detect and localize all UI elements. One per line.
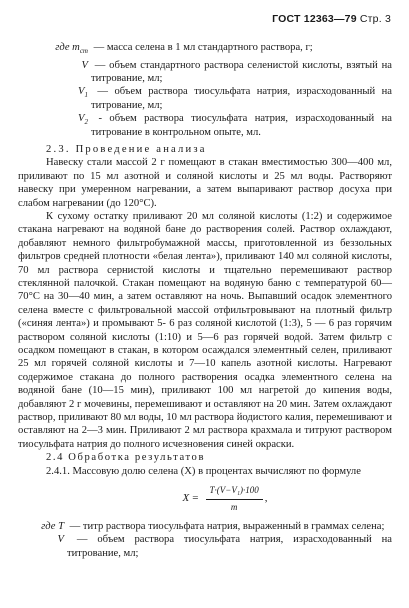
definition-row — [18, 41, 392, 59]
paragraph: Навеску стали массой 2 г помещают в стакан вместимостью 300—400 мл, приливают по 15 мл азотной и соляной кислоты и 25 мл воды. Растворяют навеску при умеренном нагревании, а затем выпаривают раствор досуха при слабом нагревании (до 120°С). — [18, 157, 392, 209]
standard-number: ГОСТ 12363—79 — [272, 13, 357, 25]
section-heading: 2.3. Проведение анализа — [46, 143, 207, 155]
formula-denominator: m — [230, 501, 238, 512]
definition-row — [18, 59, 392, 86]
definition-text: - объем раствора тиосульфата натрия, израсходованный на титрование в контрольном опыте, мл. — [91, 113, 393, 138]
definition-term: где $m_{ст}$ — [55, 42, 88, 56]
paragraph: 2.4.1. Массовую долю селена (X) в процентах вычисляют по формуле — [46, 465, 361, 477]
formula-fraction — [206, 484, 263, 514]
page-number: Стр. 3 — [359, 13, 391, 25]
definition-text: — объем раствора тиосульфата натрия, израсходованный на титрование, мл; — [91, 86, 393, 111]
definition-text: — масса селена в 1 мл стандартного раствора, г; — [91, 42, 313, 53]
definition-text: — объем стандартного раствора селенистой кислоты, взятый на титрование, мл; — [91, 59, 392, 84]
formula — [58, 484, 392, 514]
definition-term: где T — [41, 520, 64, 532]
definition-term: V — [81, 59, 88, 71]
section-heading: 2.4 Обработка результатов — [46, 452, 206, 464]
page-content — [18, 41, 392, 560]
definition-text: — титр раствора тиосульфата натрия, выраженный в граммах селена; — [67, 520, 385, 532]
formula-numerator: T·(V−V₁)·100 — [206, 484, 263, 499]
definition-row — [18, 533, 392, 560]
definition-term: V — [57, 534, 64, 546]
variable-definitions-top — [18, 41, 392, 139]
definition-text: — объем раствора тиосульфата натрия, израсходованный на титрование, мл; — [67, 534, 393, 559]
paragraph: К сухому остатку приливают 20 мл соляной кислоты (1:2) и содержимое стакана нагревают на водяной бане до растворения солей. Раствор охлаждают, добавляют немного фильтробумажной массы, приготовленной из беззольных фильтров средней плотности «белая лента»), приливают 140 мл соляной кислоты, 70 мл раствора сернистой кислоты и тщательно перемешивают раствор стеклянной палочкой. Стакан помещают на водяную баню с температурой 60—70°С на 30—40 мин, а затем оставляют на ночь. Выпавший осадок элементного селена вместе с фильтровальной массой отфильтровывают на плотный фильтр («синяя лента») и промывают 5- 6 раз соляной кислотой (1:3), 5 — 6 раз горячим раствором соляной кислоты (1:10) и 5—6 раз горячей водой. Затем фильтр с осадком помещают в стакан, в котором осаждался элементный селен, приливают 25 мл горячей соляной кислоты и 7—10 капель азотной кислоты. Нагревают содержимое стакана до полного растворения осадка элементного селена на водяной бане (10—15 мин), приливают 100 мл нагретой до кипения воды, добавляют 2 г мочевины, перемешивают и оставляют на 20 мин. Затем охлаждают раствор, приливают 80 мл воды, 10 мл раствора йодистого калия, перемешивают и оставляют на 2—3 мин. Приливают 2 мл раствора крахмала и титруют раствором тиосульфата натрия до полного исчезновения синей окраски. — [18, 210, 392, 450]
formula-lhs: X — [182, 492, 190, 505]
formula-tail: , — [264, 492, 268, 505]
definition-term: $V_1$ — [78, 86, 88, 100]
definition-row — [18, 85, 392, 112]
definition-term: $V_2$ — [78, 113, 88, 127]
formula-equals: = — [192, 492, 199, 505]
page-header — [272, 13, 391, 26]
definition-row — [18, 520, 392, 533]
definition-row — [18, 112, 392, 139]
variable-definitions-bottom — [18, 520, 392, 560]
